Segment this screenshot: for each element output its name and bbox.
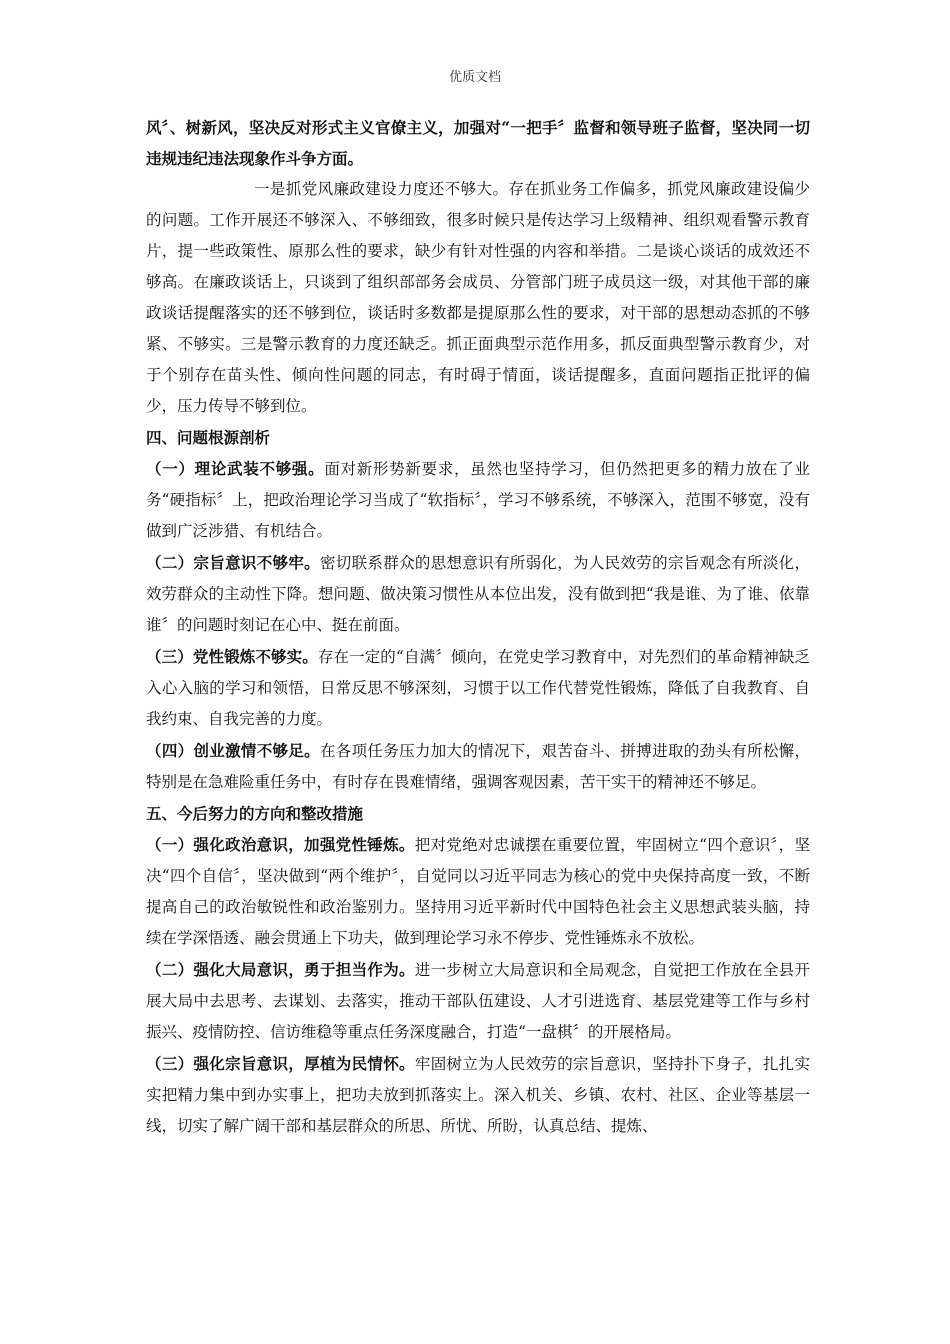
s4-item-2 [146,547,810,641]
s5-item-2-title: （二）强化大局意识，勇于担当作为。 [146,960,415,979]
s4-item-3-text: 存在一定的“自满〞倾向，在党史学习教育中，对先烈们的革命精神缺乏入心入脑的学习和领悟，日常反思不够深刻，习惯于以工作代替党性锻炼，降低了自我教育、自我约束、自我完善的力度。 [146,648,810,728]
s5-item-3-text: 牢固树立为人民效劳的宗旨意识，坚持扑下身子，扎扎实实把精力集中到办实事上，把功夫放到抓落实上。深入机关、乡镇、农村、社区、企业等基层一线，切实了解广阔干部和基层群众的所思、所忧、所盼，认真总结、提炼、 [146,1055,810,1135]
s4-item-3 [146,641,810,735]
s5-item-1-title: （一）强化政治意识，加强党性锤炼。 [146,835,415,854]
section-title-4: 四、问题根源剖析 [146,428,271,447]
s4-item-1-text: 面对新形势新要求，虽然也坚持学习，但仍然把更多的精力放在了业务“硬指标〞上，把政治理论学习当成了“软指标〞，学习不够系统，不够深入，范围不够宽，没有做到广泛涉猎、有机结合。 [146,460,810,540]
section-title-5: 五、今后努力的方向和整改措施 [146,804,364,823]
page-header: 优质文档 [448,70,501,85]
paragraph-discipline: 一是抓党风廉政建设力度还不够大。存在抓业务工作偏多，抓党风廉政建设偏少的问题。工作开展还不够深入、不够细致，很多时候只是传达学习上级精神、组织观看警示教育片，提一些政策性、原那么性的要求，缺少有针对性强的内容和举措。二是谈心谈话的成效还不够高。在廉政谈话上，只谈到了组织部部务会成员、分管部门班子成员这一级，对其他干部的廉政谈话提醒落实的还不够到位，谈话时多数都是提原那么性的要求，对干部的思想动态抓的不够紧、不够实。三是警示教育的力度还缺乏。抓正面典型示范作用多，抓反面典型警示教育少，对于个别存在苗头性、倾向性问题的同志，有时碍于情面，谈话提醒多，直面问题指正批评的偏少，压力传导不够到位。 [146,180,810,415]
s5-item-3 [146,1048,810,1142]
s4-item-4-text: 在各项任务压力加大的情况下，艰苦奋斗、拼搏进取的劲头有所松懈，特别是在急难险重任务中，有时存在畏难情绪，强调客观因素，苦干实干的精神还不够足。 [146,742,810,791]
s5-item-3-title: （三）强化宗旨意识，厚植为民情怀。 [146,1054,415,1073]
document-body [146,112,810,1142]
s4-item-1-title: （一）理论武装不够强。 [146,459,325,478]
s5-item-2-text: 进一步树立大局意识和全局观念，自觉把工作放在全县开展大局中去思考、去谋划、去落实，推动干部队伍建设、人才引进选育、基层党建等工作与乡村振兴、疫情防控、信访维稳等重点任务深度融合，打造“一盘棋〞的开展格局。 [146,961,810,1041]
s4-item-2-title: （二）宗旨意识不够牢。 [146,553,320,572]
s5-item-1 [146,829,810,954]
s4-item-1 [146,453,810,547]
s4-item-4-title: （四）创业激情不够足。 [146,741,320,760]
s4-item-3-title: （三）党性锻炼不够实。 [146,647,318,666]
s5-item-2 [146,954,810,1048]
intro-paragraph: 风〞、树新风，坚决反对形式主义官僚主义，加强对“一把手〞监督和领导班子监督，坚决同一切违规违纪违法现象作斗争方面。 [146,118,810,168]
s4-item-4 [146,735,810,798]
s4-item-2-text: 密切联系群众的思想意识有所弱化，为人民效劳的宗旨观念有所淡化，效劳群众的主动性下降。想问题、做决策习惯性从本位出发，没有做到把“我是谁、为了谁、依靠谁〞的问题时刻记在心中、挺在前面。 [146,554,810,634]
s5-item-1-text: 把对党绝对忠诚摆在重要位置，牢固树立“四个意识〞，坚决“四个自信〞，坚决做到“两个维护〞，自觉同以习近平同志为核心的党中央保持高度一致，不断提高自己的政治敏锐性和政治鉴别力。坚持用习近平新时代中国特色社会主义思想武装头脑，持续在学深悟透、融会贯通上下功夫，做到理论学习永不停步、党性锤炼永不放松。 [146,836,810,947]
